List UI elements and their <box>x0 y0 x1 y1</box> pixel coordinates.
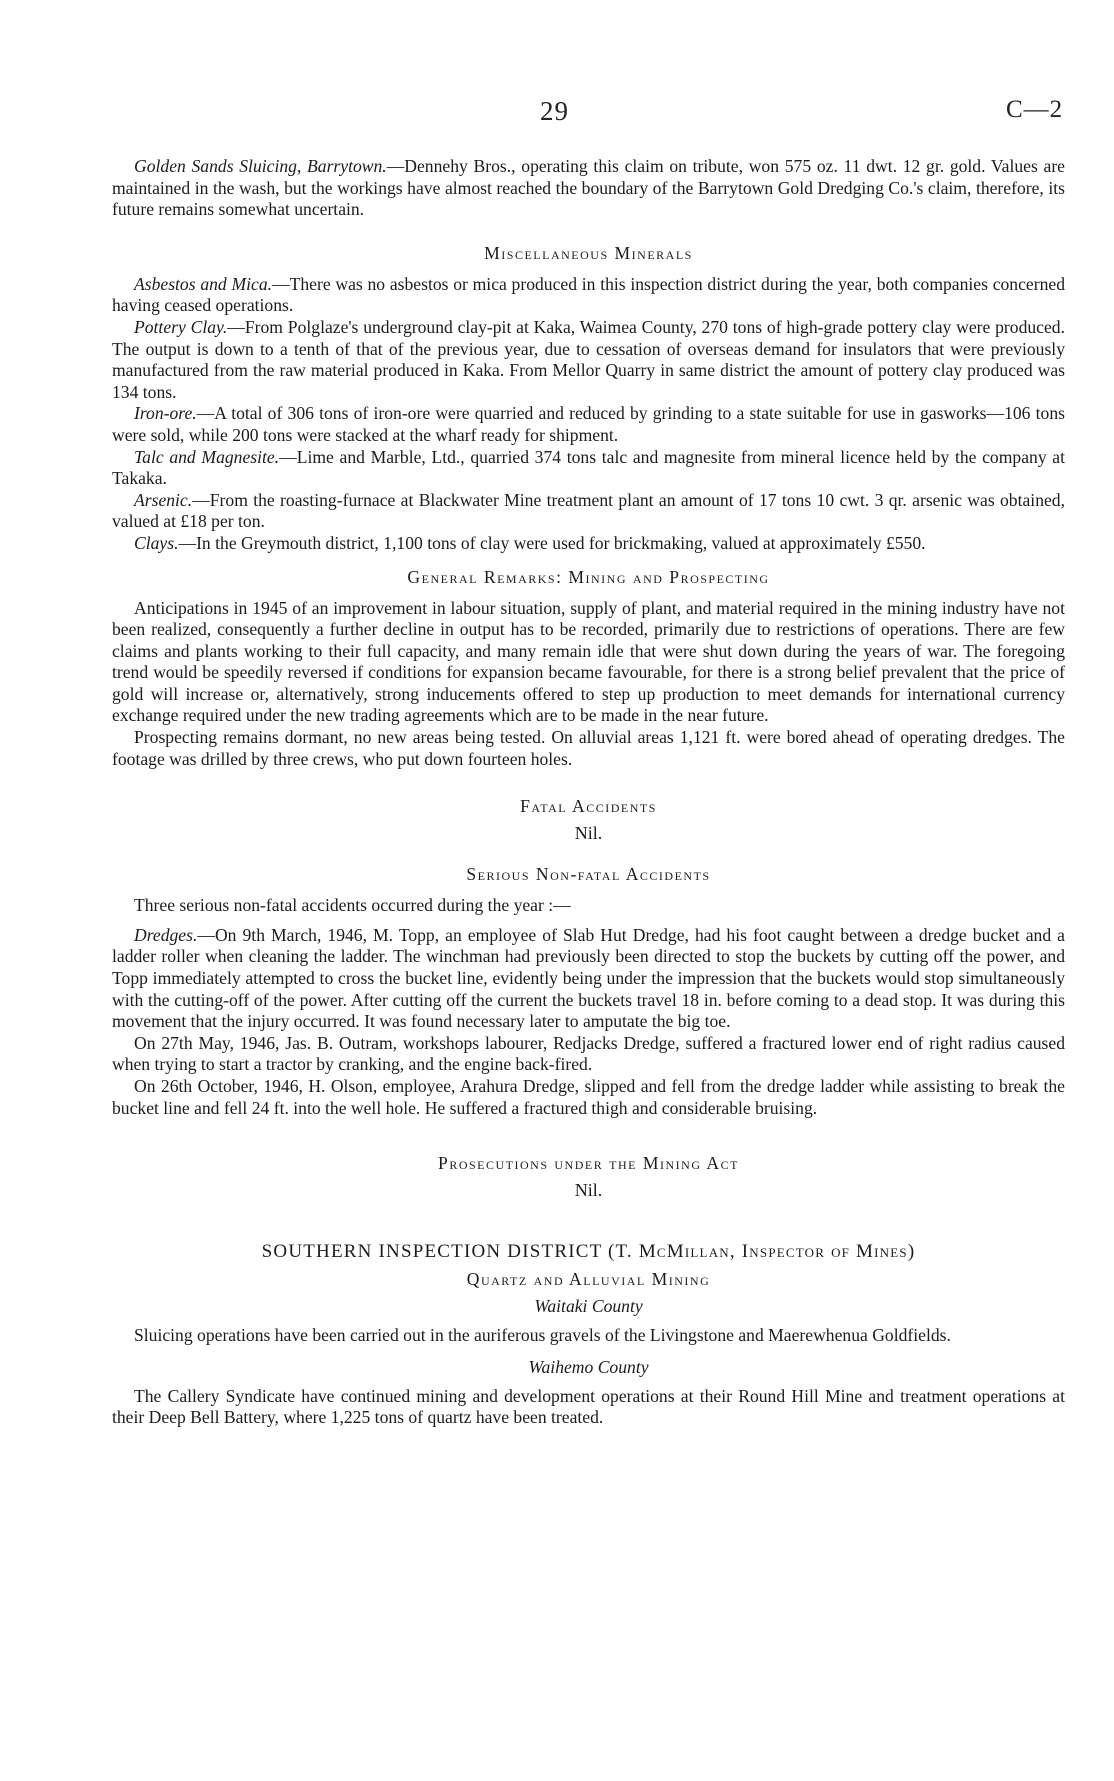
prosecutions-heading: Prosecutions under the Mining Act <box>438 1153 739 1174</box>
clays-paragraph: Clays.—In the Greymouth district, 1,100 tons of clay were used for brickmaking, valued at approximately £550. <box>134 532 926 553</box>
serious-accidents-intro: Three serious non-fatal accidents occurred during the year :— <box>134 895 571 916</box>
general-remarks-heading: General Remarks: Mining and Prospecting <box>407 566 770 587</box>
prosecutions-nil: Nil. <box>574 1180 603 1201</box>
iron-ore-paragraph: Iron-ore.—A total of 306 tons of iron-ore were quarried and reduced by grinding to a state suitable for use in gasworks—106 tons were sold, while 200 tons were stacked at the wharf ready for shipment. <box>112 403 1065 445</box>
talc-magnesite-paragraph: Talc and Magnesite.—Lime and Marble, Ltd., quarried 374 tons talc and magnesite from mineral licence held by the company at Takaka. <box>112 446 1065 489</box>
waitaki-paragraph: Sluicing operations have been carried out in the auriferous gravels of the Livingstone and Maerewhenua Goldfields. <box>134 1325 951 1346</box>
waihemo-county-heading: Waihemo County <box>528 1356 649 1377</box>
general-remarks-paragraph-1: Anticipations in 1945 of an improvement in labour situation, supply of plant, and material required in the mining industry have not been realized, consequently a further decline in output has to be recorded, primarily due to restrictions of operations. There are few claims and plants working to their full capacity, and many remain idle that were shut down during the years of war. The foregoing trend would be speedily reversed if conditions for expansion became favourable, for there is a strong belief prevalent that the price of gold will increase or, alternatively, strong inducements offered to step up production to meet demands for international currency exchange required under the new trading agreements which are to be made in the near future. <box>112 597 1065 726</box>
quartz-alluvial-heading: Quartz and Alluvial Mining <box>466 1269 711 1290</box>
asbestos-paragraph: Asbestos and Mica.—There was no asbestos or mica produced in this inspection district during the year, both companies concerned having ceased operations. <box>112 273 1065 316</box>
dredges-lead: Dredges. <box>134 924 198 945</box>
page-code: C—2 <box>1006 96 1064 123</box>
body-text <box>112 156 1065 1429</box>
waitaki-county-heading: Waitaki County <box>534 1296 643 1317</box>
page-number: 29 <box>540 96 569 126</box>
serious-accidents-heading: Serious Non-fatal Accidents <box>466 864 711 885</box>
fatal-accidents-nil: Nil. <box>574 823 603 844</box>
waihemo-paragraph: The Callery Syndicate have continued mining and development operations at their Round Hill Mine and treatment operations at their Deep Bell Battery, where 1,225 tons of quartz have been treated. <box>112 1385 1065 1428</box>
dredges-paragraph-2: On 27th May, 1946, Jas. B. Outram, workshops labourer, Redjacks Dredge, suffered a fractured lower end of right radius caused when trying to start a tractor by cranking, and the engine back-fired. <box>112 1032 1065 1075</box>
golden-sands-lead: Golden Sands Sluicing, Barrytown. <box>134 156 387 176</box>
golden-sands-paragraph: Golden Sands Sluicing, Barrytown.—Dennehy Bros., operating this claim on tribute, won 575 oz. 11 dwt. 12 gr. gold. Values are maintained in the wash, but the workings have almost reached the boundary of the Barrytown Gold Dredging Co.'s claim, therefore, its future remains somewhat uncertain. <box>112 156 1065 220</box>
general-remarks-paragraph-2: Prospecting remains dormant, no new areas being tested. On alluvial areas 1,121 ft. were bored ahead of operating dredges. The footage was drilled by three crews, who put down fourteen holes. <box>112 727 1065 769</box>
fatal-accidents-heading: Fatal Accidents <box>520 796 657 817</box>
arsenic-paragraph: Arsenic.—From the roasting-furnace at Blackwater Mine treatment plant an amount of 17 tons 10 cwt. 3 qr. arsenic was obtained, valued at £18 per ton. <box>112 489 1065 532</box>
dredges-paragraph-1: Dredges.—On 9th March, 1946, M. Topp, an employee of Slab Hut Dredge, had his foot caught between a dredge bucket and a ladder roller when cleaning the ladder. The winchman had previously been directed to stop the buckets by cutting off the power, and Topp immediately attempted to cross the bucket line, evidently being under the impression that the buckets would stop simultaneously with the cutting-off of the power. After cutting off the current the buckets travel 18 in. before coming to a dead stop. It was during this movement that the injury occurred. It was found necessary later to amputate the big toe. <box>112 924 1065 1032</box>
southern-district-heading: SOUTHERN INSPECTION DISTRICT (T. McMillan, Inspector of Mines) <box>261 1241 916 1263</box>
pottery-clay-paragraph: Pottery Clay.—From Polglaze's underground clay-pit at Kaka, Waimea County, 270 tons of high-grade pottery clay were produced. The output is down to a tenth of that of the previous year, due to cessation of overseas demand for insulators that were previously manufactured from the raw material produced in Kaka. From Mellor Quarry in same district the amount of pottery clay produced was 134 tons. <box>112 316 1065 402</box>
dredges-paragraph-3: On 26th October, 1946, H. Olson, employee, Arahura Dredge, slipped and fell from the dredge ladder while assisting to break the bucket line and fell 24 ft. into the well hole. He suffered a fractured thigh and considerable bruising. <box>112 1076 1065 1118</box>
misc-minerals-heading: Miscellaneous Minerals <box>484 242 693 263</box>
